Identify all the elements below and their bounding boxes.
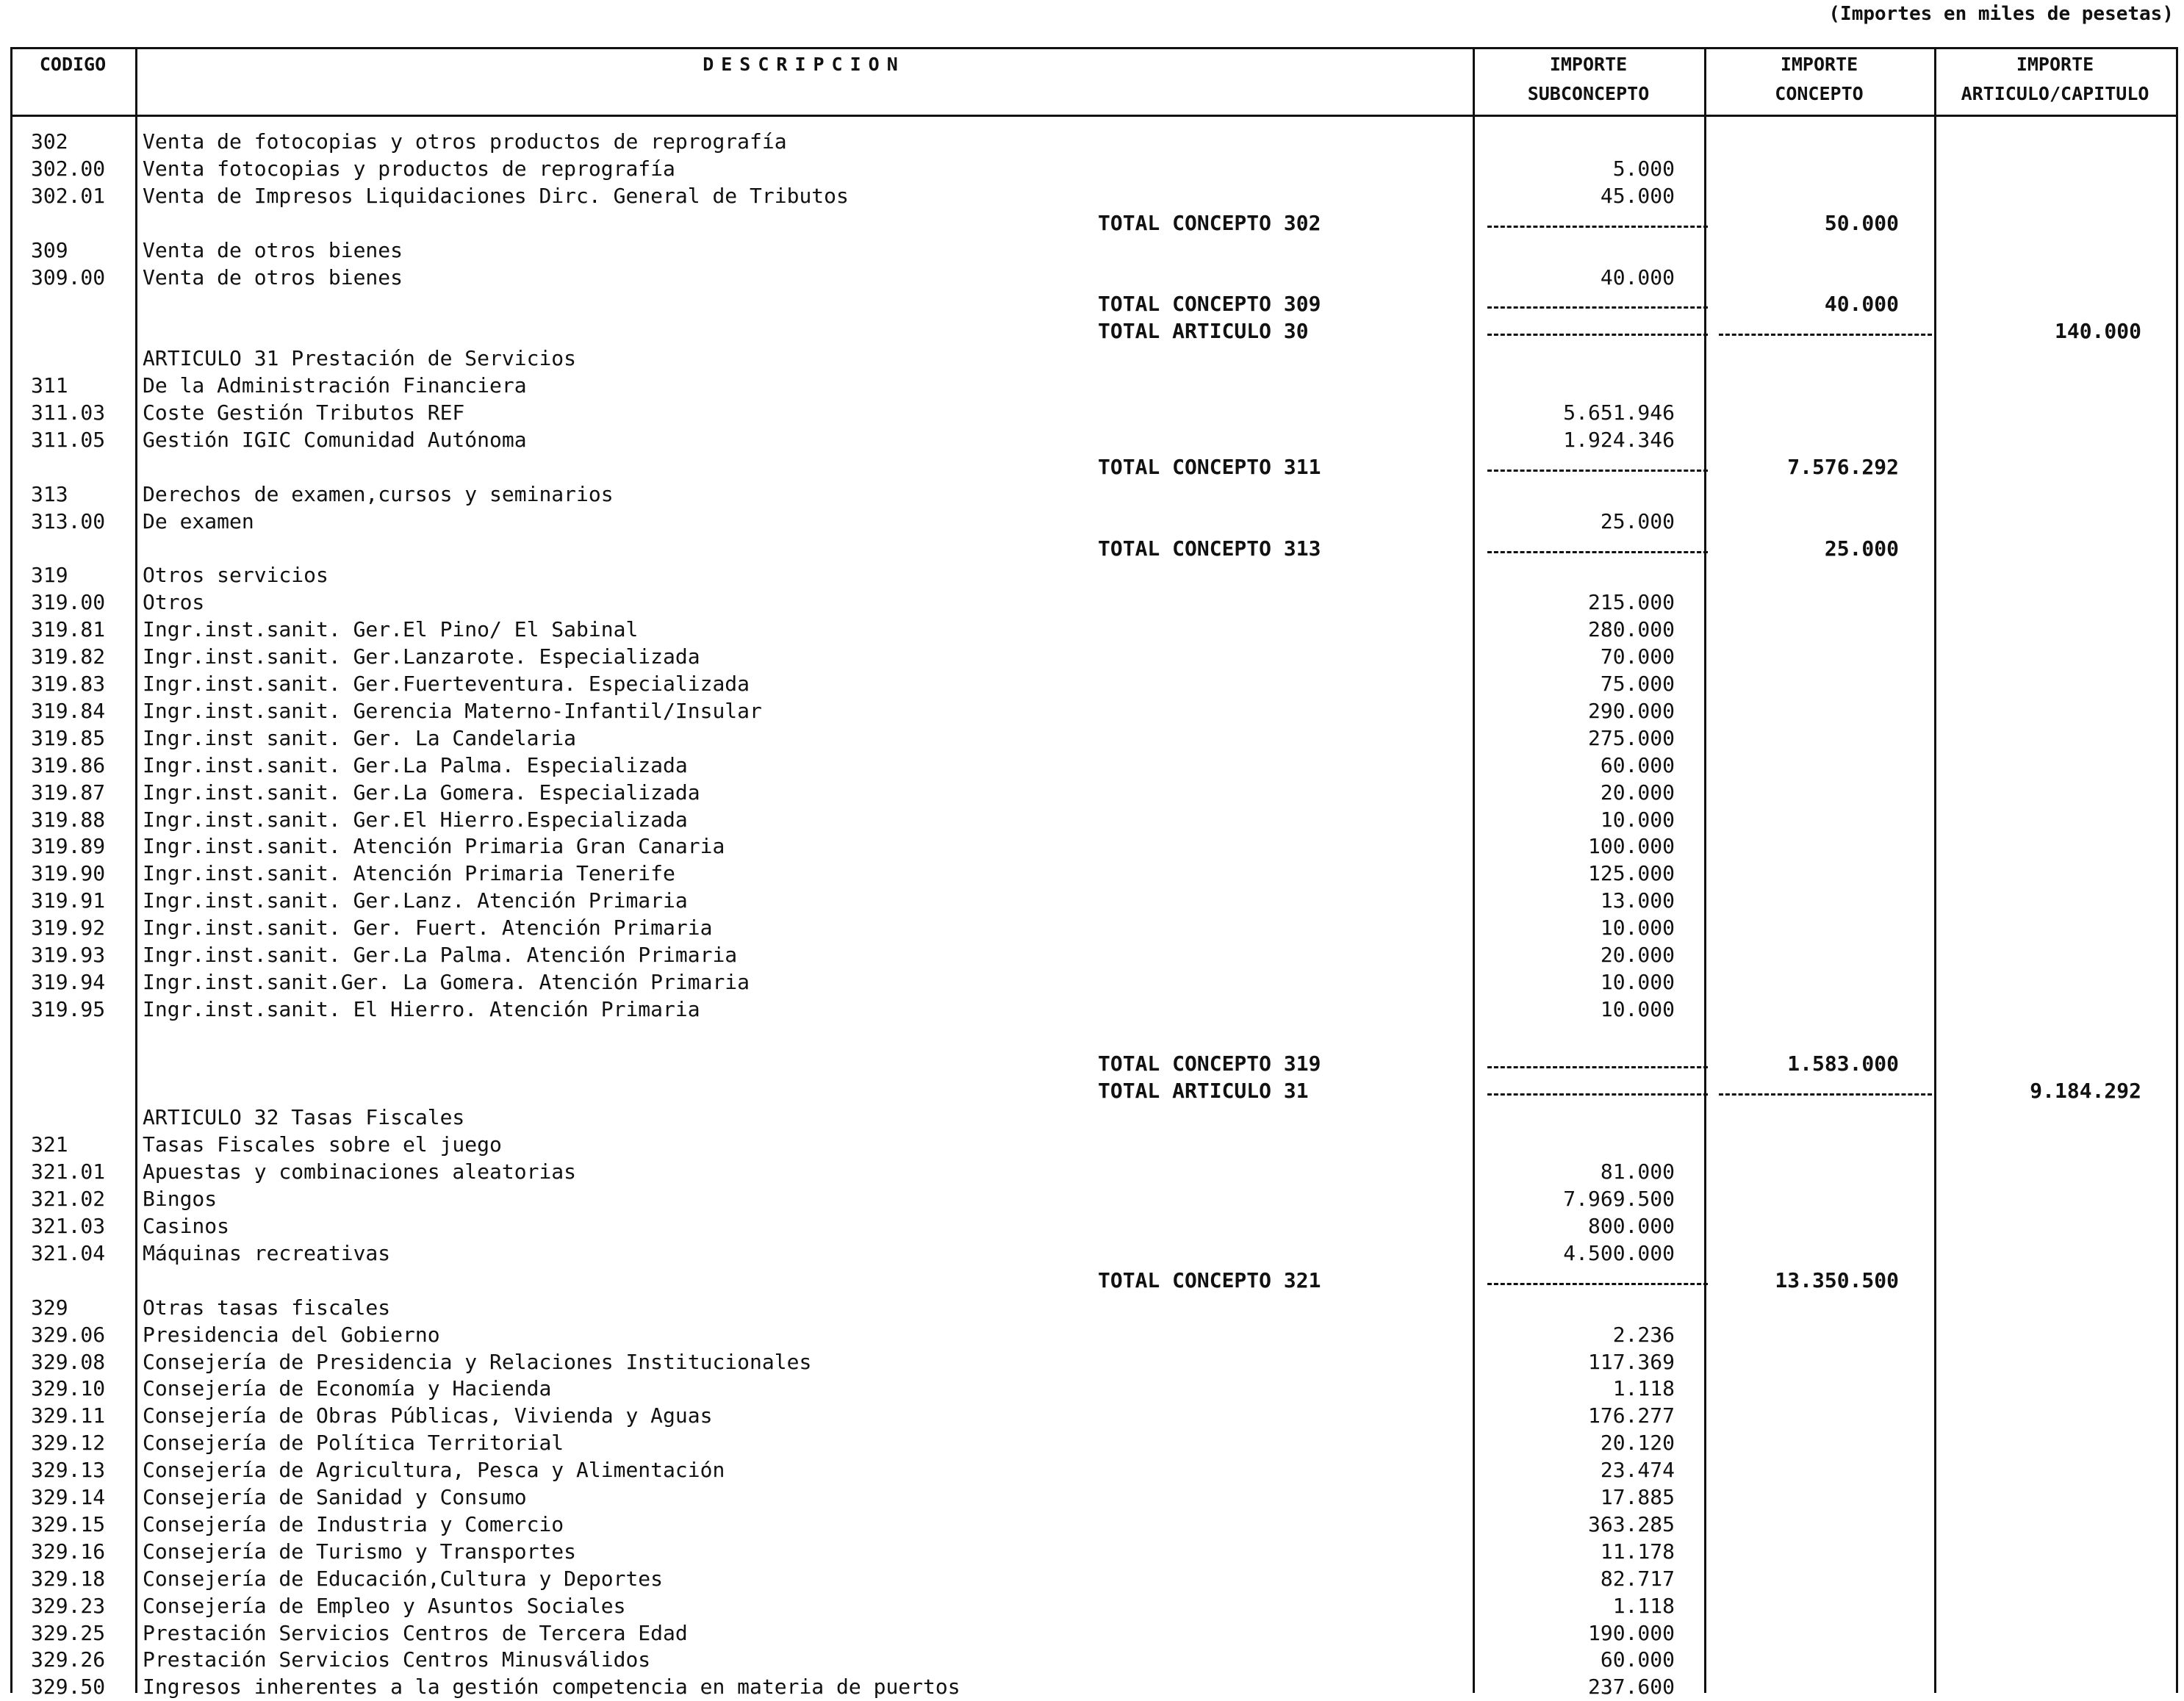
row-total-label: TOTAL CONCEPTO 311	[1098, 454, 1321, 479]
table-row	[10, 697, 2178, 724]
row-importe-subconcepto: 190.000	[1587, 1620, 1675, 1645]
table-row	[10, 155, 2178, 182]
table-row	[10, 209, 2178, 237]
row-description: Consejería de Educación,Cultura y Deportes	[143, 1566, 664, 1591]
row-description: Consejería de Agricultura, Pesca y Alimentación	[143, 1458, 725, 1483]
subtotal-dashed-rule	[1487, 1093, 1708, 1096]
row-description: Ingr.inst.sanit. Ger.Lanzarote. Especializada	[143, 644, 700, 669]
table-row	[10, 1294, 2178, 1321]
table-row	[10, 182, 2178, 209]
total-dashed-rule	[1719, 1093, 1932, 1096]
row-code: 319.83	[31, 672, 106, 696]
row-code: 319.86	[31, 752, 106, 777]
table-row	[10, 806, 2178, 833]
table-row	[10, 317, 2178, 345]
row-description: Venta de otros bienes	[143, 237, 403, 262]
row-importe-concepto: 40.000	[1824, 292, 1899, 317]
header-bottom-border	[10, 115, 2178, 117]
row-description: Ingr.inst sanit. Ger. La Candelaria	[143, 725, 577, 750]
row-code: 329.10	[31, 1376, 106, 1401]
table-row	[10, 752, 2178, 779]
row-code: 319.81	[31, 617, 106, 642]
table-row	[10, 1077, 2178, 1104]
total-dashed-rule	[1719, 334, 1932, 336]
row-importe-subconcepto: 17.885	[1600, 1485, 1675, 1509]
row-importe-subconcepto: 215.000	[1587, 590, 1675, 615]
table-row	[10, 779, 2178, 806]
row-code: 329.25	[31, 1620, 106, 1645]
row-description: Otros servicios	[143, 563, 328, 588]
row-description: Ingr.inst.sanit. Ger.La Palma. Atención Primaria	[143, 943, 738, 967]
header-importe-articulo-2: ARTICULO/CAPITULO	[1961, 83, 2149, 104]
row-code: 329.13	[31, 1458, 106, 1483]
table-row	[10, 426, 2178, 453]
budget-table	[10, 47, 2178, 1700]
table-row	[10, 1402, 2178, 1429]
table-row	[10, 914, 2178, 941]
row-importe-subconcepto: 13.000	[1600, 888, 1675, 913]
header-importe-articulo-1: IMPORTE	[2016, 54, 2094, 75]
row-code: 319.91	[31, 888, 106, 913]
table-row	[10, 1484, 2178, 1511]
row-description: Consejería de Política Territorial	[143, 1431, 564, 1456]
row-description: Ingresos inherentes a la gestión competencia en materia de puertos	[143, 1675, 960, 1700]
row-code: 329.50	[31, 1675, 106, 1700]
row-description: Gestión IGIC Comunidad Autónoma	[143, 427, 527, 452]
row-description: Otras tasas fiscales	[143, 1295, 391, 1320]
row-description: Ingr.inst.sanit. Ger. Fuert. Atención Primaria	[143, 916, 713, 941]
table-row	[10, 1619, 2178, 1647]
row-code: 329.16	[31, 1539, 106, 1564]
table-row	[10, 399, 2178, 426]
row-code: 319.00	[31, 590, 106, 615]
row-code: 319.84	[31, 698, 106, 723]
table-row	[10, 290, 2178, 317]
table-row	[10, 968, 2178, 996]
table-row	[10, 1646, 2178, 1673]
row-code: 321	[31, 1132, 68, 1157]
table-row	[10, 561, 2178, 589]
table-row	[10, 589, 2178, 616]
row-code: 329.18	[31, 1566, 106, 1591]
table-row	[10, 1240, 2178, 1267]
table-row	[10, 616, 2178, 643]
row-importe-subconcepto: 176.277	[1587, 1403, 1675, 1428]
row-code: 329.26	[31, 1647, 106, 1672]
row-importe-subconcepto: 1.118	[1612, 1593, 1675, 1618]
row-importe-subconcepto: 5.651.946	[1563, 400, 1675, 425]
row-description: Venta de Impresos Liquidaciones Dirc. General de Tributos	[143, 183, 849, 208]
table-row	[10, 832, 2178, 860]
row-description: Consejería de Empleo y Asuntos Sociales	[143, 1593, 626, 1618]
row-code: 319.92	[31, 916, 106, 941]
row-importe-subconcepto: 5.000	[1612, 156, 1675, 181]
table-row	[10, 481, 2178, 508]
table-row	[10, 1592, 2178, 1619]
row-importe-subconcepto: 1.924.346	[1563, 427, 1675, 452]
row-description: Ingr.inst.sanit. Ger.Fuerteventura. Especializada	[143, 672, 750, 696]
row-code: 329.06	[31, 1322, 106, 1347]
row-code: 329	[31, 1295, 68, 1320]
table-row	[10, 508, 2178, 535]
row-description: Ingr.inst.sanit. Ger.El Hierro.Especializada	[143, 807, 688, 832]
row-total-label: TOTAL CONCEPTO 321	[1098, 1267, 1321, 1292]
row-importe-concepto: 7.576.292	[1787, 454, 1899, 479]
row-importe-articulo: 140.000	[2054, 319, 2141, 344]
table-row	[10, 941, 2178, 968]
row-importe-concepto: 50.000	[1824, 210, 1899, 235]
row-code: 321.04	[31, 1240, 106, 1265]
row-description: Consejería de Economía y Hacienda	[143, 1376, 552, 1401]
header-importe-concepto-2: CONCEPTO	[1775, 83, 1864, 104]
table-row	[10, 1131, 2178, 1158]
table-row	[10, 1104, 2178, 1131]
row-importe-subconcepto: 117.369	[1587, 1349, 1675, 1374]
row-description: Venta de fotocopias y otros productos de reprografía	[143, 129, 787, 154]
table-row	[10, 1511, 2178, 1538]
subtotal-dashed-rule	[1487, 226, 1708, 228]
row-code: 329.12	[31, 1431, 106, 1456]
row-code: 311.05	[31, 427, 106, 452]
row-description: Ingr.inst.sanit.Ger. La Gomera. Atención Primaria	[143, 969, 750, 994]
row-importe-subconcepto: 10.000	[1600, 969, 1675, 994]
row-code: 302	[31, 129, 68, 154]
table-row	[10, 860, 2178, 887]
row-code: 319.94	[31, 969, 106, 994]
table-row	[10, 1267, 2178, 1294]
row-importe-articulo: 9.184.292	[2030, 1078, 2141, 1103]
row-code: 319.90	[31, 861, 106, 886]
subtotal-dashed-rule	[1487, 1283, 1708, 1285]
table-row	[10, 453, 2178, 481]
row-importe-concepto: 1.583.000	[1787, 1051, 1899, 1076]
table-row	[10, 535, 2178, 562]
table-row	[10, 1565, 2178, 1592]
row-importe-subconcepto: 81.000	[1600, 1159, 1675, 1184]
row-description: De examen	[143, 508, 254, 533]
row-importe-subconcepto: 4.500.000	[1563, 1240, 1675, 1265]
row-importe-subconcepto: 60.000	[1600, 752, 1675, 777]
row-importe-subconcepto: 363.285	[1587, 1511, 1675, 1536]
row-total-label: TOTAL ARTICULO 31	[1098, 1078, 1309, 1103]
table-row	[10, 1673, 2178, 1700]
header-importe-subconcepto-2: SUBCONCEPTO	[1527, 83, 1650, 104]
row-total-label: TOTAL ARTICULO 30	[1098, 319, 1309, 344]
row-code: 302.00	[31, 156, 106, 181]
row-total-label: TOTAL CONCEPTO 313	[1098, 536, 1321, 561]
table-row	[10, 1321, 2178, 1348]
table-row	[10, 264, 2178, 291]
subtotal-dashed-rule	[1487, 470, 1708, 472]
table-row	[10, 887, 2178, 914]
row-description: Consejería de Industria y Comercio	[143, 1511, 564, 1536]
row-description: Derechos de examen,cursos y seminarios	[143, 481, 614, 506]
table-row	[10, 1538, 2178, 1565]
row-importe-subconcepto: 275.000	[1587, 725, 1675, 750]
row-code: 319	[31, 563, 68, 588]
row-importe-subconcepto: 23.474	[1600, 1458, 1675, 1483]
row-description: Ingr.inst.sanit. Atención Primaria Tenerife	[143, 861, 675, 886]
row-description: Ingr.inst.sanit. El Hierro. Atención Primaria	[143, 996, 700, 1021]
row-description: Tasas Fiscales sobre el juego	[143, 1132, 502, 1157]
row-description: Consejería de Obras Públicas, Vivienda y Aguas	[143, 1403, 713, 1428]
row-description: Ingr.inst.sanit. Ger.La Gomera. Especializada	[143, 780, 700, 805]
row-description: Venta fotocopias y productos de reprografía	[143, 156, 675, 181]
row-importe-subconcepto: 45.000	[1600, 183, 1675, 208]
row-importe-subconcepto: 125.000	[1587, 861, 1675, 886]
table-row	[10, 1050, 2178, 1077]
row-description: Apuestas y combinaciones aleatorias	[143, 1159, 577, 1184]
row-code: 321.02	[31, 1187, 106, 1212]
row-importe-subconcepto: 800.000	[1587, 1214, 1675, 1238]
row-importe-subconcepto: 7.969.500	[1563, 1187, 1675, 1212]
row-description: De la Administración Financiera	[143, 373, 527, 398]
row-description: Ingr.inst.sanit. Ger.El Pino/ El Sabinal	[143, 617, 639, 642]
row-code: 319.88	[31, 807, 106, 832]
row-total-label: TOTAL CONCEPTO 319	[1098, 1051, 1321, 1076]
row-code: 319.95	[31, 996, 106, 1021]
row-importe-subconcepto: 280.000	[1587, 617, 1675, 642]
row-importe-subconcepto: 237.600	[1587, 1675, 1675, 1700]
row-importe-subconcepto: 11.178	[1600, 1539, 1675, 1564]
row-importe-subconcepto: 40.000	[1600, 265, 1675, 290]
row-code: 319.89	[31, 834, 106, 859]
row-code: 329.08	[31, 1349, 106, 1374]
row-importe-subconcepto: 20.120	[1600, 1431, 1675, 1456]
row-description: Casinos	[143, 1214, 230, 1238]
row-description: Otros	[143, 590, 205, 615]
row-importe-subconcepto: 10.000	[1600, 996, 1675, 1021]
table-row	[10, 1348, 2178, 1375]
row-code: 329.11	[31, 1403, 106, 1428]
row-importe-subconcepto: 10.000	[1600, 807, 1675, 832]
row-description: Consejería de Sanidad y Consumo	[143, 1485, 527, 1509]
row-code: 313.00	[31, 508, 106, 533]
row-description: ARTICULO 31 Prestación de Servicios	[143, 346, 577, 371]
table-row	[10, 1375, 2178, 1402]
row-total-label: TOTAL CONCEPTO 302	[1098, 210, 1321, 235]
table-row	[10, 996, 2178, 1023]
table-row	[10, 237, 2178, 264]
row-description: Consejería de Presidencia y Relaciones Institucionales	[143, 1349, 812, 1374]
row-importe-subconcepto: 82.717	[1600, 1566, 1675, 1591]
table-row	[10, 1185, 2178, 1212]
row-importe-subconcepto: 100.000	[1587, 834, 1675, 859]
row-code: 321.01	[31, 1159, 106, 1184]
row-importe-subconcepto: 20.000	[1600, 780, 1675, 805]
subtotal-dashed-rule	[1487, 1066, 1708, 1068]
subtotal-dashed-rule	[1487, 551, 1708, 553]
row-code: 329.15	[31, 1511, 106, 1536]
row-description: Prestación Servicios Centros de Tercera Edad	[143, 1620, 688, 1645]
table-row	[10, 1212, 2178, 1240]
table-row	[10, 1158, 2178, 1185]
header-importe-subconcepto-1: IMPORTE	[1549, 54, 1628, 75]
table-row	[10, 1456, 2178, 1484]
row-code: 313	[31, 481, 68, 506]
row-importe-subconcepto: 75.000	[1600, 672, 1675, 696]
table-row	[10, 724, 2178, 752]
row-description: Prestación Servicios Centros Minusválidos	[143, 1647, 651, 1672]
row-importe-subconcepto: 60.000	[1600, 1647, 1675, 1672]
row-description: Coste Gestión Tributos REF	[143, 400, 465, 425]
row-code: 329.14	[31, 1485, 106, 1509]
row-code: 319.85	[31, 725, 106, 750]
table-row	[10, 1023, 2178, 1050]
row-code: 302.01	[31, 183, 106, 208]
row-description: Presidencia del Gobierno	[143, 1322, 440, 1347]
row-code: 319.82	[31, 644, 106, 669]
row-importe-subconcepto: 1.118	[1612, 1376, 1675, 1401]
table-row	[10, 1429, 2178, 1456]
row-code: 319.87	[31, 780, 106, 805]
row-importe-subconcepto: 70.000	[1600, 644, 1675, 669]
row-importe-subconcepto: 290.000	[1587, 698, 1675, 723]
row-description: Ingr.inst.sanit. Atención Primaria Gran Canaria	[143, 834, 725, 859]
table-row	[10, 345, 2178, 372]
row-importe-concepto: 25.000	[1824, 536, 1899, 561]
header-codigo: CODIGO	[39, 54, 107, 75]
row-description: Ingr.inst.sanit. Gerencia Materno-Infantil/Insular	[143, 698, 762, 723]
units-note: (Importes en miles de pesetas)	[1828, 3, 2174, 25]
table-row	[10, 643, 2178, 670]
row-code: 319.93	[31, 943, 106, 967]
row-importe-subconcepto: 20.000	[1600, 943, 1675, 967]
row-code: 321.03	[31, 1214, 106, 1238]
table-row	[10, 670, 2178, 697]
table-row	[10, 372, 2178, 399]
row-description: Bingos	[143, 1187, 218, 1212]
row-code: 309	[31, 237, 68, 262]
row-description: Máquinas recreativas	[143, 1240, 391, 1265]
row-description: Ingr.inst.sanit. Ger.La Palma. Especializada	[143, 752, 688, 777]
row-code: 311	[31, 373, 68, 398]
row-importe-subconcepto: 10.000	[1600, 916, 1675, 941]
row-importe-subconcepto: 25.000	[1600, 508, 1675, 533]
row-code: 311.03	[31, 400, 106, 425]
row-description: Venta de otros bienes	[143, 265, 403, 290]
subtotal-dashed-rule	[1487, 334, 1708, 336]
header-descripcion: DESCRIPCION	[703, 54, 905, 75]
header-importe-concepto-1: IMPORTE	[1780, 54, 1858, 75]
row-importe-subconcepto: 2.236	[1612, 1322, 1675, 1347]
row-description: Ingr.inst.sanit. Ger.Lanz. Atención Primaria	[143, 888, 688, 913]
table-row	[10, 128, 2178, 155]
row-code: 329.23	[31, 1593, 106, 1618]
row-code: 309.00	[31, 265, 106, 290]
row-total-label: TOTAL CONCEPTO 309	[1098, 292, 1321, 317]
row-description: Consejería de Turismo y Transportes	[143, 1539, 577, 1564]
row-description: ARTICULO 32 Tasas Fiscales	[143, 1105, 465, 1130]
row-importe-concepto: 13.350.500	[1775, 1267, 1899, 1292]
subtotal-dashed-rule	[1487, 306, 1708, 309]
